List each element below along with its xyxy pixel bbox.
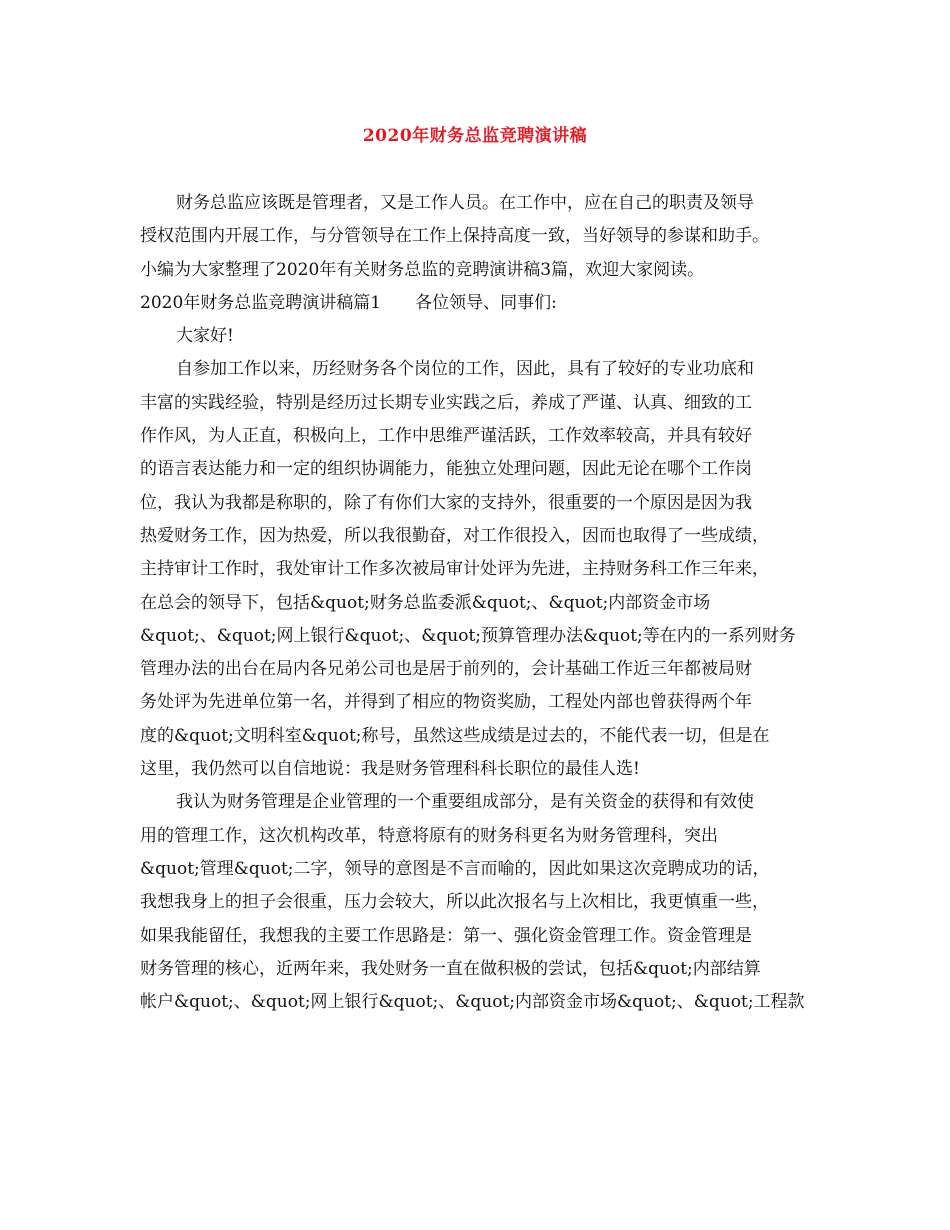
text-line: 帐户&quot;、&quot;网上银行&quot;、&quot;内部资金市场&quot;、&quot;工程款 (140, 992, 805, 1013)
document-body (140, 187, 824, 1019)
text-line: 自参加工作以来，历经财务各个岗位的工作，因此，具有了较好的专业功底和 (176, 359, 754, 380)
text-line: 财务总监应该既是管理者，又是工作人员。在工作中，应在自己的职责及领导 (176, 193, 754, 213)
text-line: 的语言表达能力和一定的组织协调能力，能独立处理问题，因此无论在哪个工作岗 (140, 459, 752, 480)
text-line: 主持审计工作时，我处审计工作多次被局审计处评为先进，主持财务科工作三年来， (140, 559, 769, 580)
document-title: 2020年财务总监竞聘演讲稿 (362, 126, 588, 146)
text-line: 财务管理的核心，近两年来，我处财务一直在做积极的尝试，包括&quot;内部结算 (140, 958, 761, 979)
text-line: 小编为大家整理了2020年有关财务总监的竞聘演讲稿3篇，欢迎大家阅读。 (140, 259, 705, 280)
text-line: 大家好! (176, 326, 234, 347)
text-line: 管理办法的出台在局内各兄弟公司也是居于前列的，会计基础工作近三年都被局财 (140, 659, 752, 680)
text-line: 如果我能留任，我想我的主要工作思路是：第一、强化资金管理工作。资金管理是 (140, 925, 752, 946)
text-line: 用的管理工作，这次机构改革，特意将原有的财务科更名为财务管理科，突出 (140, 825, 718, 846)
text-line: 热爱财务工作，因为热爱，所以我很勤奋，对工作很投入，因而也取得了一些成绩， (140, 525, 769, 546)
text-line: 丰富的实践经验，特别是经历过长期专业实践之后，养成了严谨、认真、细致的工 (140, 392, 752, 413)
text-line: 位，我认为我都是称职的，除了有你们大家的支持外，很重要的一个原因是因为我 (140, 492, 752, 513)
text-line: &quot;管理&quot;二字，领导的意图是不言而喻的，因此如果这次竞聘成功的话， (140, 858, 770, 879)
text-line: 我认为财务管理是企业管理的一个重要组成部分，是有关资金的获得和有效使 (176, 792, 754, 813)
text-line: 作作风，为人正直，积极向上，工作中思维严谨活跃，工作效率较高，并具有较好 (140, 426, 752, 447)
text-line: 2020年财务总监竞聘演讲稿篇1 各位领导、同事们: (140, 292, 557, 313)
text-line: 度的&quot;文明科室&quot;称号，虽然这些成绩是过去的，不能代表一切，但是在 (140, 725, 770, 746)
text-line: 我想我身上的担子会很重，压力会较大，所以此次报名与上次相比，我更慎重一些， (140, 892, 769, 913)
text-line: 这里，我仍然可以自信地说：我是财务管理科科长职位的最佳人选! (140, 759, 640, 780)
text-line: &quot;、&quot;网上银行&quot;、&quot;预算管理办法&quot;等在内的一系列财务 (140, 625, 796, 646)
text-line: 务处评为先进单位第一名，并得到了相应的物资奖励，工程处内部也曾获得两个年 (140, 692, 752, 713)
text-line: 授权范围内开展工作，与分管领导在工作上保持高度一致，当好领导的参谋和助手。 (140, 226, 769, 247)
text-line: 在总会的领导下，包括&quot;财务总监委派&quot;、&quot;内部资金市场 (140, 592, 711, 613)
